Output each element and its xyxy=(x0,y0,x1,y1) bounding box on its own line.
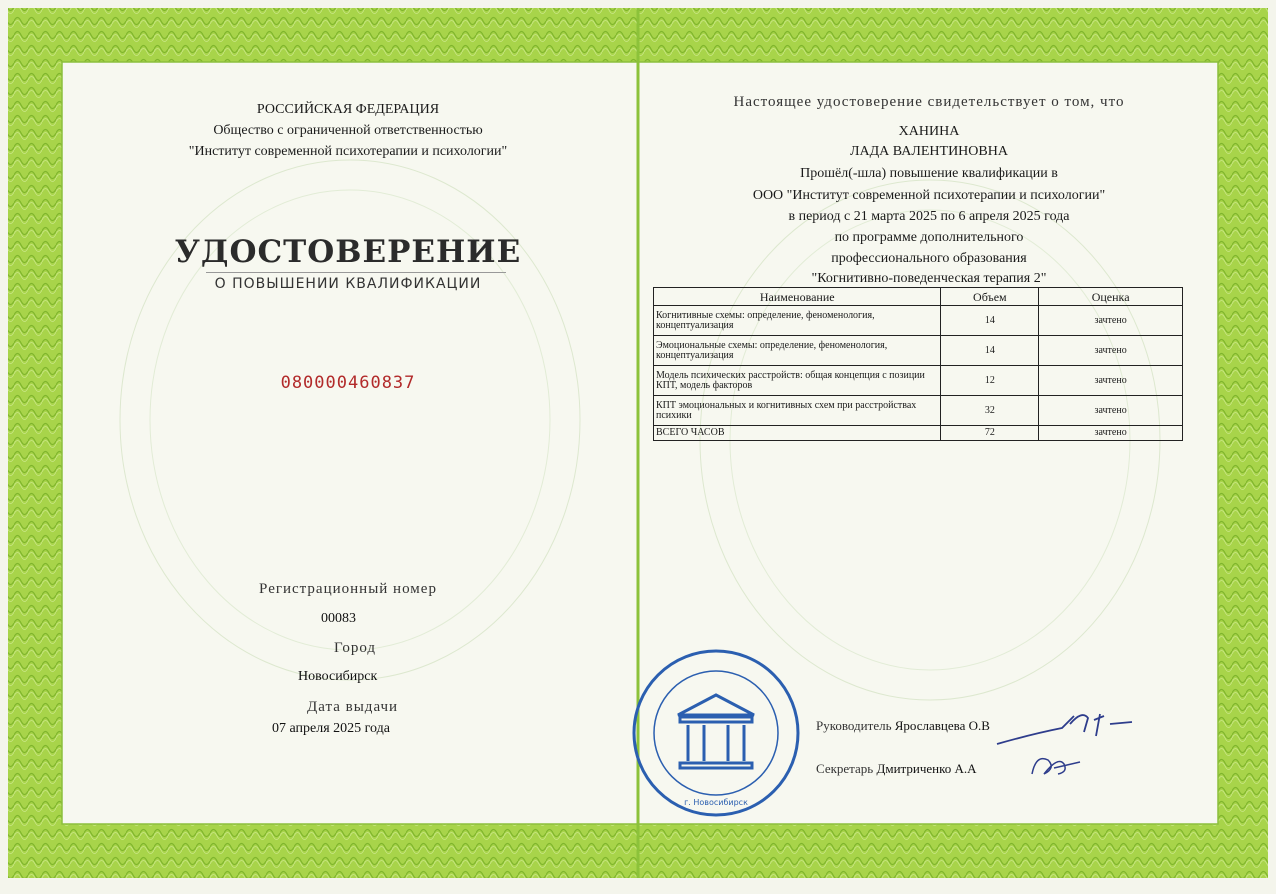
table-row xyxy=(654,306,1183,336)
holder-name: ЛАДА ВАЛЕНТИНОВНА xyxy=(850,144,1008,159)
program-line-1: по программе дополнительного xyxy=(834,230,1024,245)
issue-date-label: Дата выдачи xyxy=(307,699,399,715)
row-name: Модель психических расстройств: общая концепция с позиции КПТ, модель факторов xyxy=(654,366,941,396)
row-name: Когнитивные схемы: определение, феноменология, концептуализация xyxy=(654,306,941,336)
total-label: ВСЕГО ЧАСОВ xyxy=(654,426,941,441)
secretary-signature xyxy=(1028,750,1088,782)
director-signature xyxy=(992,706,1142,750)
program-line-2: профессионального образования xyxy=(831,251,1027,266)
city-value: Новосибирск xyxy=(298,669,378,684)
row-volume: 14 xyxy=(941,336,1039,366)
row-grade: зачтено xyxy=(1039,336,1183,366)
row-name: КПТ эмоциональных и когнитивных схем при расстройствах психики xyxy=(654,396,941,426)
document-subtitle: О ПОВЫШЕНИИ КВАЛИФИКАЦИИ xyxy=(214,276,482,292)
row-volume: 32 xyxy=(941,396,1039,426)
header-grade: Оценка xyxy=(1039,288,1183,306)
header-volume: Объем xyxy=(941,288,1039,306)
registration-number: 00083 xyxy=(321,611,356,626)
document-title: УДОСТОВЕРЕНИЕ xyxy=(174,234,522,270)
course-period: в период с 21 марта 2025 по 6 апреля 2025 года xyxy=(788,209,1070,224)
header-name: Наименование xyxy=(654,288,941,306)
org-line-1: Общество с ограниченной ответственностью xyxy=(213,123,483,138)
serial-number: 080000460837 xyxy=(280,373,416,393)
program-title: "Когнитивно-поведенческая терапия 2" xyxy=(811,271,1047,286)
secretary-name: Дмитриченко А.А xyxy=(876,761,977,776)
city-label: Город xyxy=(334,640,377,656)
row-volume: 14 xyxy=(941,306,1039,336)
title-divider xyxy=(206,272,506,273)
row-volume: 12 xyxy=(941,366,1039,396)
course-line-2: ООО "Институт современной психотерапии и психологии" xyxy=(752,188,1106,203)
table-row xyxy=(654,336,1183,366)
table-header-row xyxy=(654,288,1183,306)
table-row xyxy=(654,396,1183,426)
secretary-label: Секретарь xyxy=(816,761,874,776)
courses-table xyxy=(653,287,1183,441)
director-signature-row xyxy=(816,718,990,734)
row-grade: зачтено xyxy=(1039,366,1183,396)
stamp-city: г. Новосибирск xyxy=(684,798,748,807)
total-grade: зачтено xyxy=(1039,426,1183,441)
right-page xyxy=(640,62,1218,824)
left-page xyxy=(62,62,634,824)
table-total-row xyxy=(654,426,1183,441)
intro-text: Настоящее удостоверение свидетельствует о том, что xyxy=(733,94,1125,110)
official-stamp xyxy=(630,647,802,819)
row-grade: зачтено xyxy=(1039,306,1183,336)
issue-date-value: 07 апреля 2025 года xyxy=(272,721,390,736)
holder-surname: ХАНИНА xyxy=(898,124,960,139)
country-heading: РОССИЙСКАЯ ФЕДЕРАЦИЯ xyxy=(256,102,440,117)
row-grade: зачтено xyxy=(1039,396,1183,426)
director-label: Руководитель xyxy=(816,718,892,733)
row-name: Эмоциональные схемы: определение, феноменология, концептуализация xyxy=(654,336,941,366)
table-row xyxy=(654,366,1183,396)
total-volume: 72 xyxy=(941,426,1039,441)
secretary-signature-row xyxy=(816,761,977,777)
org-line-2: "Институт современной психотерапии и психологии" xyxy=(188,144,508,159)
course-line-1: Прошёл(-шла) повышение квалификации в xyxy=(800,166,1058,181)
director-name: Ярославцева О.В xyxy=(894,718,990,733)
registration-label: Регистрационный номер xyxy=(259,581,437,597)
